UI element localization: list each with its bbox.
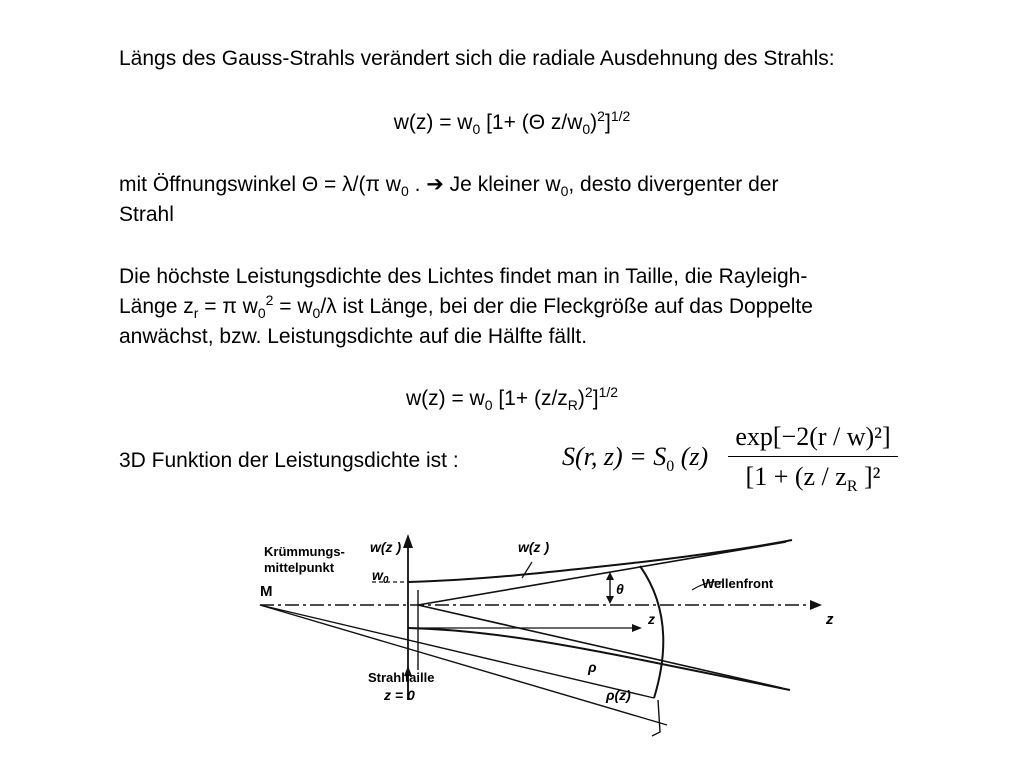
label-theta: θ (616, 581, 624, 597)
intro-line: Längs des Gauss-Strahls verändert sich die radiale Ausdehnung des Strahls: (119, 47, 835, 70)
gauss-beam-diagram (222, 500, 860, 758)
formula-numerator: exp[−2(r / w)²] (735, 422, 891, 451)
power-density-formula (562, 420, 902, 500)
formula-lhs: S(r, $z) = S_0$ (z) (562, 442, 709, 476)
label-strahltaille: Strahltaille (368, 670, 435, 685)
label-wz-axis: w(z ) (370, 539, 402, 555)
label-M: M (260, 583, 273, 600)
label-z-mid: z (648, 611, 655, 627)
label-kruemmung-1: Krümmungs- (264, 544, 345, 559)
label-z-axis: z (826, 611, 834, 628)
fraction-bar (728, 456, 898, 457)
label-wz-curve: w(z ) (518, 539, 550, 555)
gauss-beam-svg (222, 500, 860, 758)
formula-denominator: [$1 + (z / z_R$ ]² (745, 462, 881, 496)
3d-function-label: 3D Funktion der Leistungsdichte ist : (119, 449, 459, 472)
label-rho: ρ (588, 659, 597, 675)
formula-wz-zr: $w(z) = w_0$ $[1+ (z/z_R)^2]^{1/2}$ (405, 384, 619, 414)
label-kruemmung-2: mittelpunkt (264, 560, 335, 575)
rayleigh-line-1: Die höchste Leistungsdichte des Lichtes findet man in Taille, die Rayleigh- (119, 265, 808, 288)
label-wellenfront: Wellenfront (702, 576, 774, 591)
formula-wz-theta: $w(z) = w_0$ [1+ (Θ $z/w_0)^2]^{1/2}$ (393, 108, 631, 138)
opening-angle-line-cont: Strahl (119, 203, 174, 226)
label-rho-z: ρ(z) (606, 687, 631, 703)
opening-angle-line: mit Öffnungswinkel Θ = λ/(π $w_0$ . ➔ Je kleiner $w_0$, desto divergenter der (119, 173, 779, 200)
rayleigh-line-2: Länge $z_r = \pi$ $w_0^2 = w_0/\lambda$ ist Länge, bei der die Fleckgröße auf das Doppelte (119, 292, 813, 322)
formula-fraction (728, 420, 898, 494)
label-w0: $w_0$ (372, 567, 389, 586)
rayleigh-line-3: anwächst, bzw. Leistungsdichte auf die Hälfte fällt. (119, 325, 588, 348)
label-z-zero: z = 0 (384, 687, 415, 703)
